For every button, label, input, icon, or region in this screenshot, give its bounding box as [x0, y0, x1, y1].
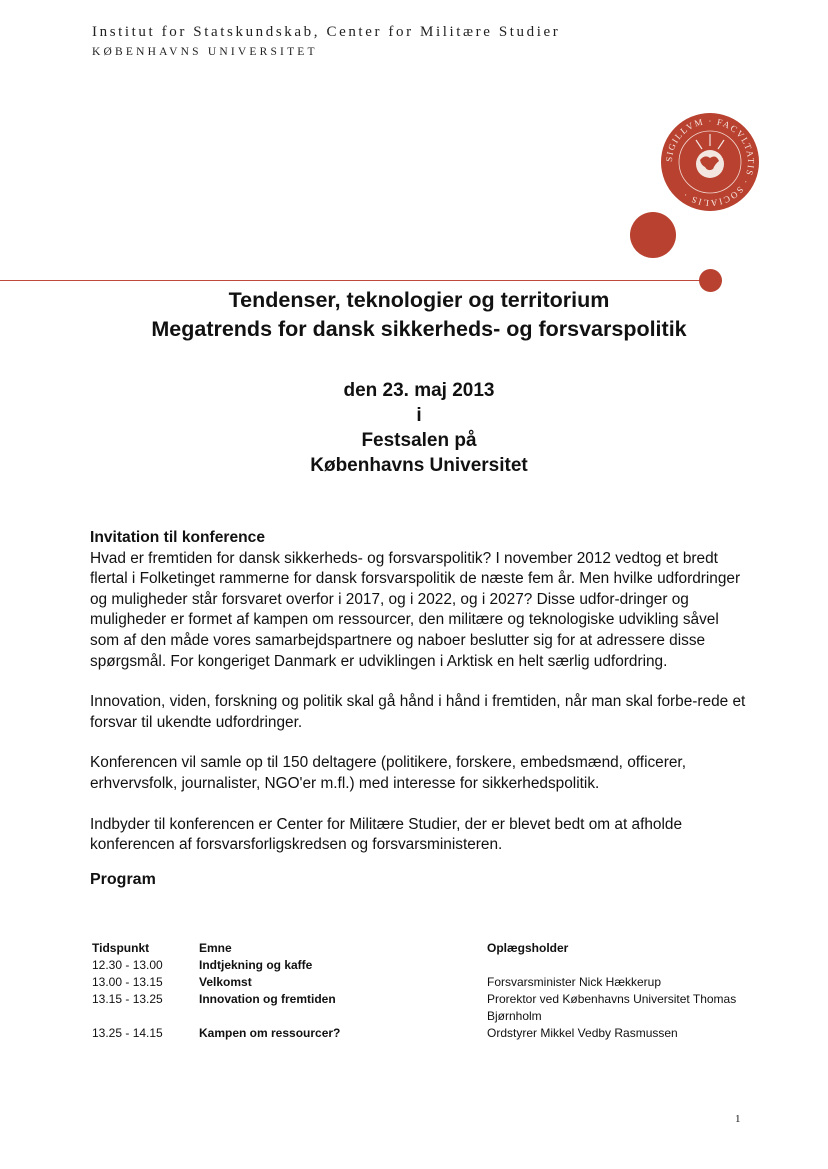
- title-line-2: Megatrends for dansk sikkerheds- og forsvarspolitik: [151, 317, 687, 341]
- invitation-paragraph: Konferencen vil samle op til 150 deltagere (politikere, forskere, embedsmænd, officerer, erhvervsfolk, journalister, NGO'er m.fl.) med interesse for sikkerhedspolitik.: [90, 754, 686, 792]
- event-details: [0, 378, 828, 478]
- page-number: 1: [735, 1113, 741, 1125]
- event-place: Københavns Universitet: [310, 455, 528, 476]
- invitation-paragraph: Indbyder til konferencen er Center for Militære Studier, der er blevet bedt om at afholde konferencen af forsvarsforligskredsen og forsvarsministeren.: [90, 815, 682, 854]
- event-date: den 23. maj 2013: [343, 380, 495, 401]
- table-row: [92, 991, 762, 1025]
- row-topic: Innovation og fremtiden: [199, 992, 336, 1006]
- row-time: 13.15 - 13.25: [92, 992, 163, 1006]
- svg-text:SIGILLVM · FACVLTATIS · SOCIAL: SIGILLVM · FACVLTATIS · SOCIALIS ·: [663, 115, 757, 209]
- table-row: [92, 974, 762, 991]
- table-row: [92, 957, 762, 974]
- row-speaker: Forsvarsminister Nick Hækkerup: [487, 975, 662, 989]
- letterhead: [92, 24, 560, 58]
- event-venue: Festsalen på: [361, 430, 477, 451]
- program-header-row: [92, 940, 762, 957]
- title-line-1: Tendenser, teknologier og territorium: [228, 288, 610, 312]
- row-topic: Indtjekning og kaffe: [199, 958, 313, 972]
- column-header-topic: Emne: [199, 941, 232, 955]
- invitation-paragraph: Hvad er fremtiden for dansk sikkerheds- og forsvarspolitik? I november 2012 vedtog et bredt flertal i Folketinget rammerne for dansk forsvarspolitik de næste fem år. Men hvilke udfordringer og muligheder står forsvaret overfor i 2017, og i 2022, og i 2027? Disse udfor-dringer og muligheder er formet af kampen om ressourcer, den militære og teknologiske udvikling såvel som af den måde vores samarbejdspartnere og naboer beslutter sig for at adressere disse spørgsmål. For kongeriget Danmark er udviklingen i Arktisk en helt særlig udfordring.: [90, 549, 741, 670]
- row-time: 13.25 - 14.15: [92, 1026, 163, 1040]
- conference-title: [0, 286, 828, 344]
- row-speaker: Prorektor ved Københavns Universitet Thomas Bjørnholm: [487, 992, 737, 1023]
- column-header-time: Tidspunkt: [92, 941, 150, 955]
- event-connector: i: [416, 405, 422, 426]
- header-divider: [0, 280, 708, 281]
- university-seal-icon: [660, 112, 760, 212]
- invitation-paragraph: Innovation, viden, forskning og politik skal gå hånd i hånd i fremtiden, når man skal forbe-rede et forsvar til ukendte udfordringer.: [90, 693, 746, 731]
- row-topic: Velkomst: [199, 975, 252, 989]
- invitation-section: [90, 528, 750, 890]
- row-topic: Kampen om ressourcer?: [199, 1026, 341, 1040]
- row-speaker: Ordstyrer Mikkel Vedby Rasmussen: [487, 1026, 678, 1040]
- row-time: 12.30 - 13.00: [92, 958, 163, 972]
- university-name: KØBENHAVNS UNIVERSITET: [92, 46, 318, 58]
- table-row: [92, 1025, 762, 1042]
- institute-name: Institut for Statskundskab, Center for Militære Studier: [92, 24, 561, 40]
- column-header-speaker: Oplægsholder: [487, 941, 569, 955]
- row-time: 13.00 - 13.15: [92, 975, 163, 989]
- program-heading: Program: [90, 870, 156, 888]
- decorative-dot-large: [630, 212, 676, 258]
- invitation-heading: Invitation til konference: [90, 529, 266, 546]
- program-table: [92, 940, 762, 1042]
